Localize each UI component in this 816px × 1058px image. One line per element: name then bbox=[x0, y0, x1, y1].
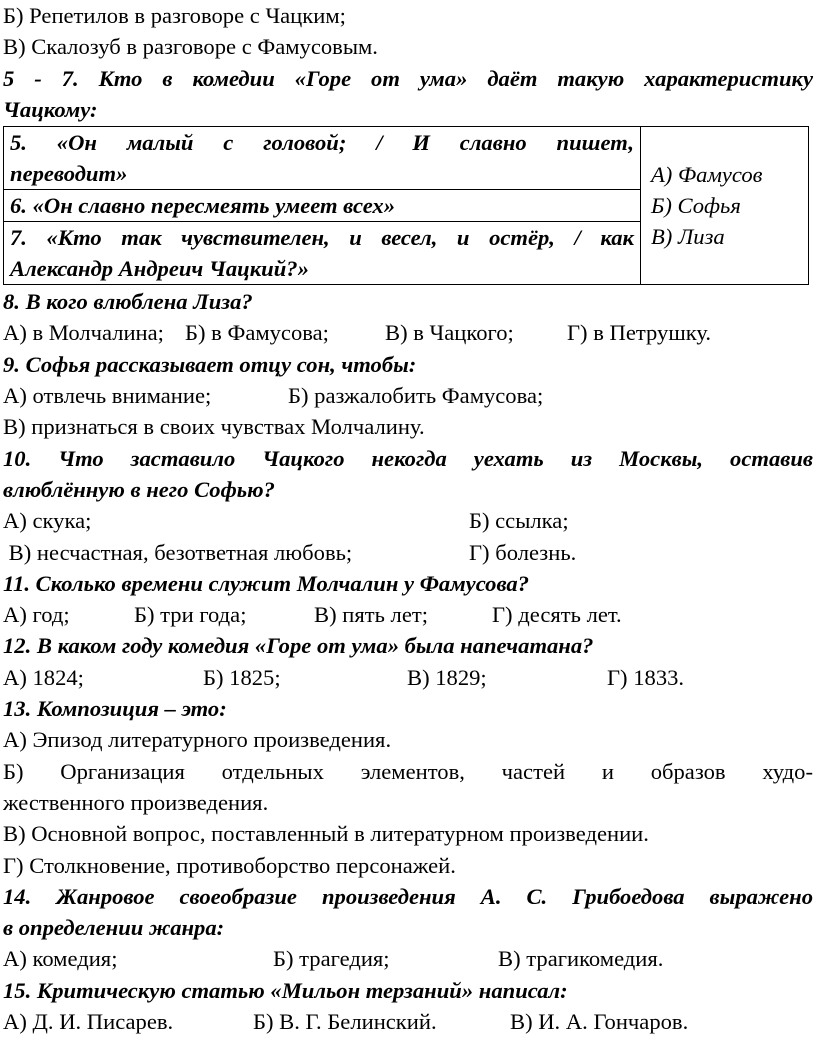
question-8: 8. В кого влюблена Лиза? bbox=[3, 289, 253, 315]
answer-option-v-skalozub: В) Скалозуб в разговоре с Фамусовым. bbox=[3, 34, 378, 60]
question-10-options-line2 bbox=[3, 537, 813, 568]
q13-option-v: В) Основной вопрос, поставленный в литературном произведении. bbox=[3, 821, 649, 847]
answer-liza: В) Лиза bbox=[651, 224, 725, 250]
q9-option-v: В) признаться в своих чувствах Молчалину. bbox=[3, 414, 425, 440]
q10-option-g: Г) болезнь. bbox=[469, 539, 577, 565]
question-5-7-line1: 5 - 7. Кто в комедии «Горе от ума» даёт такую характеристику bbox=[3, 65, 813, 91]
q13-option-b-line1: Б) Организация отдельных элементов, частей и образов худо- bbox=[3, 758, 813, 784]
q12-option-v: В) 1829; bbox=[407, 664, 487, 690]
q12-option-a: А) 1824; bbox=[3, 664, 84, 690]
q8-option-v: В) в Чацкого; bbox=[385, 320, 514, 346]
q11-option-v: В) пять лет; bbox=[314, 602, 429, 628]
answers-cell bbox=[641, 127, 809, 285]
question-5-7-line2: Чацкому: bbox=[3, 96, 98, 122]
quote-5-line2: переводит» bbox=[10, 161, 128, 187]
q11-option-b: Б) три года; bbox=[134, 602, 247, 628]
q11-option-g: Г) десять лет. bbox=[492, 602, 622, 628]
quote-row-5 bbox=[4, 127, 641, 190]
q9-option-a: А) отвлечь внимание; bbox=[3, 383, 212, 409]
quote-5-line1: 5. «Он малый с головой; / И славно пишет, bbox=[10, 130, 634, 156]
quote-row-7 bbox=[4, 222, 641, 285]
characteristics-table bbox=[3, 126, 809, 285]
q15-option-b: Б) В. Г. Белинский. bbox=[253, 1009, 437, 1035]
question-8-options bbox=[3, 317, 813, 348]
q11-option-a: А) год; bbox=[3, 602, 70, 628]
question-15: 15. Критическую статью «Мильон терзаний» написал: bbox=[3, 977, 568, 1003]
q15-option-a: А) Д. И. Писарев. bbox=[3, 1009, 174, 1035]
q15-option-v: В) И. А. Гончаров. bbox=[510, 1009, 689, 1035]
quote-7-line1: 7. «Кто так чувствителен, и весел, и остёр, / как bbox=[10, 225, 634, 251]
question-10-line2: влюблённую в него Софью? bbox=[3, 476, 275, 502]
quote-6-line1: 6. «Он славно пересмеять умеет всех» bbox=[10, 193, 396, 219]
question-11: 11. Сколько времени служит Молчалин у Фамусова? bbox=[3, 570, 529, 596]
q10-option-a: А) скука; bbox=[3, 508, 92, 534]
question-9-options-line1 bbox=[3, 380, 813, 411]
q13-option-b-line2: жественного произведения. bbox=[3, 789, 269, 815]
test-document bbox=[3, 0, 813, 1037]
q13-option-g: Г) Столкновение, противоборство персонажей. bbox=[3, 852, 456, 878]
q10-option-v: В) несчастная, безответная любовь; bbox=[3, 539, 353, 565]
question-15-options bbox=[3, 1006, 813, 1037]
q10-option-b: Б) ссылка; bbox=[469, 508, 569, 534]
question-10-line1: 10. Что заставило Чацкого некогда уехать из Москвы, оставив bbox=[3, 445, 813, 471]
quote-row-6 bbox=[4, 190, 641, 222]
q14-option-v: В) трагикомедия. bbox=[498, 946, 664, 972]
q9-option-b: Б) разжалобить Фамусова; bbox=[288, 383, 544, 409]
question-14-line1: 14. Жанровое своеобразие произведения А. С. Грибоедова выражено bbox=[3, 883, 813, 909]
answer-sofya: Б) Софья bbox=[651, 193, 741, 219]
q12-option-b: Б) 1825; bbox=[203, 664, 281, 690]
q13-option-a: А) Эпизод литературного произведения. bbox=[3, 727, 392, 753]
question-14-options bbox=[3, 943, 813, 974]
q14-option-b: Б) трагедия; bbox=[273, 946, 390, 972]
q8-option-g: Г) в Петрушку. bbox=[567, 320, 712, 346]
question-10-options-line1 bbox=[3, 505, 813, 536]
q12-option-g: Г) 1833. bbox=[607, 664, 685, 690]
question-13: 13. Композиция – это: bbox=[3, 696, 227, 722]
answer-famusov: А) Фамусов bbox=[651, 162, 763, 188]
q8-option-b: Б) в Фамусова; bbox=[185, 320, 329, 346]
answer-option-b-repetilov: Б) Репетилов в разговоре с Чацким; bbox=[3, 3, 346, 28]
question-14-line2: в определении жанра: bbox=[3, 915, 225, 941]
question-12-options bbox=[3, 662, 813, 693]
question-11-options bbox=[3, 599, 813, 630]
question-12: 12. В каком году комедия «Горе от ума» была напечатана? bbox=[3, 633, 594, 659]
q14-option-a: А) комедия; bbox=[3, 946, 118, 972]
quote-7-line2: Александр Андреич Чацкий?» bbox=[10, 256, 309, 282]
q8-option-a: А) в Молчалина; bbox=[3, 320, 164, 346]
question-9: 9. Софья рассказывает отцу сон, чтобы: bbox=[3, 351, 417, 377]
